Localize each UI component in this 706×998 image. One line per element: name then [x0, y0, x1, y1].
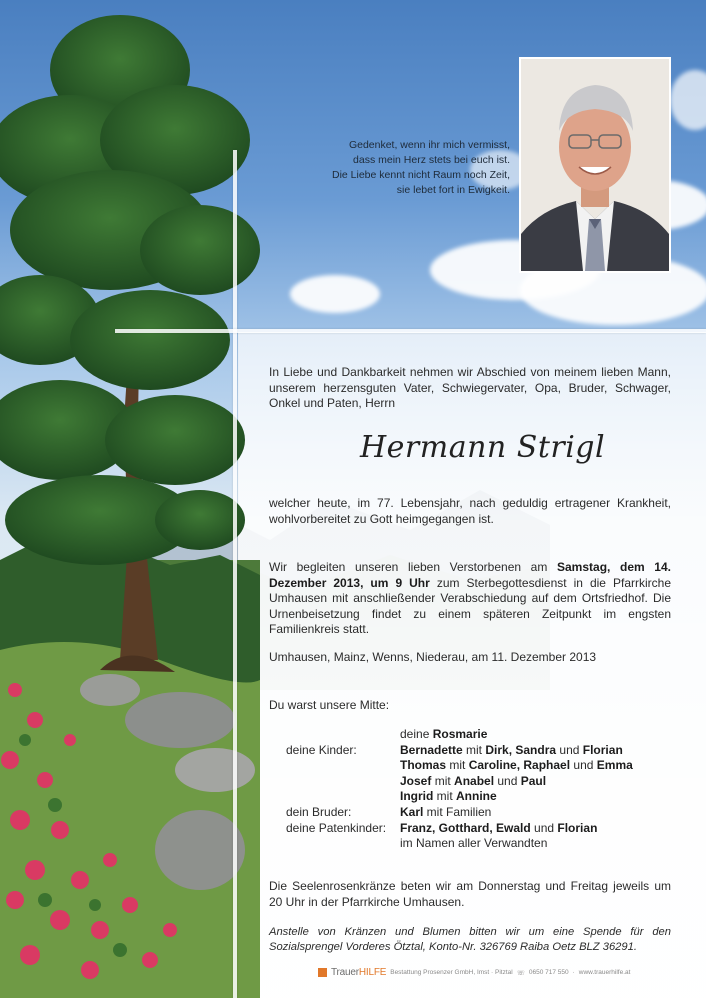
family-role [269, 789, 400, 805]
family-member [400, 805, 491, 821]
text: und [570, 758, 597, 773]
family-row [269, 836, 689, 852]
footer [318, 967, 706, 978]
text: mit [433, 789, 456, 804]
service-paragraph [269, 560, 671, 638]
cross-vertical-bar [233, 150, 237, 998]
footer-separator: · [572, 969, 575, 976]
relatives-line: im Namen aller Verwandten [400, 836, 548, 851]
trauerhilfe-logo-icon [318, 968, 327, 977]
family-list [269, 727, 689, 852]
passing-paragraph: welcher heute, im 77. Lebensjahr, nach geduldig ertragener Krankheit, wohlvorbereitet zu Gott heimgegangen ist. [269, 496, 671, 526]
child-name: Thomas [400, 758, 447, 773]
family-member [400, 758, 633, 774]
family-role [269, 774, 400, 790]
family-role: deine Kinder: [286, 742, 357, 757]
footer-company: Bestattung Prosenzer GmbH, Imst · Pitztal [390, 969, 513, 976]
family-row [269, 821, 689, 837]
pine-tree-image [0, 0, 260, 998]
grandchild-name: Paul [520, 773, 547, 788]
text: deine [400, 727, 433, 741]
text: mit Familien [423, 804, 492, 819]
wife-name: Rosmarie [432, 727, 488, 741]
family-member [400, 743, 623, 759]
text: mit [431, 773, 455, 788]
footer-phone: 0650 717 550 [528, 969, 569, 976]
service-text: zum Sterbegottesdienst in die Pfarrkirche Umhausen mit anschließender Verabschiedung auf dem Ortsfriedhof. Die Urnenbeisetzung findet zu einem späteren Zeitpunkt im engsten Familienkreis statt. [269, 575, 672, 637]
intro-paragraph: In Liebe und Dankbarkeit nehmen wir Abschied von meinem lieben Mann, unserem herzensguten Vater, Schwiegervater, Opa, Bruder, Schwager, Onkel und Paten, Herrn [269, 365, 671, 411]
rosary-paragraph: Die Seelenrosenkränze beten wir am Donnerstag und Freitag jeweils um 20 Uhr in der Pfarrkirche Umhausen. [269, 879, 671, 909]
phone-icon: ☏ [516, 969, 525, 977]
poem-line: dass mein Herz stets bei euch ist. [353, 154, 510, 166]
footer-web: www.trauerhilfe.at [578, 969, 631, 976]
grandchild-name: Emma [596, 758, 633, 773]
deceased-name: Hermann Strigl [360, 430, 606, 465]
cloud [290, 275, 380, 313]
portrait-image [521, 59, 669, 271]
family-member [400, 774, 546, 790]
trauerhilfe-logo [331, 967, 386, 978]
place-date: Umhausen, Mainz, Wenns, Niederau, am 11. Dezember 2013 [269, 650, 597, 664]
poem-line: Die Liebe kennt nicht Raum noch Zeit, [331, 169, 510, 181]
family-member [400, 789, 497, 805]
text: und [530, 820, 558, 835]
family-row [269, 805, 689, 821]
cross-horizontal-bar [115, 329, 706, 333]
child-name: Bernadette [400, 742, 463, 757]
donation-paragraph: Anstelle von Kränzen und Blumen bitten wir um eine Spende für den Sozialsprengel Vorderes Ötztal, Konto-Nr. 326769 Raiba Oetz BLZ 36291. [269, 926, 671, 953]
text: und [556, 742, 583, 757]
family-row [269, 758, 689, 774]
poem-line: Gedenket, wenn ihr mich vermisst, [348, 139, 510, 151]
service-text: Wir begleiten unseren lieben Verstorbenen am [269, 560, 557, 574]
text: und [494, 773, 521, 788]
poem-line: sie lebet fort in Ewigkeit. [396, 184, 510, 196]
grandchild-name: Annine [456, 789, 497, 804]
godchild-name: Florian [557, 820, 598, 835]
grandchild-name: Anabel [454, 773, 495, 788]
family-intro: Du warst unsere Mitte: [269, 698, 390, 712]
service-date: Samstag, dem 14. Dezember 2013, um 9 Uhr [269, 560, 671, 590]
logo-text-accent: HILFE [358, 967, 387, 978]
family-row [269, 727, 689, 743]
grandchild-name: Florian [582, 742, 623, 757]
family-role [269, 758, 400, 774]
family-row [269, 789, 689, 805]
child-name: Ingrid [400, 789, 434, 804]
family-row [269, 743, 689, 759]
family-row [269, 774, 689, 790]
logo-text: Trauer [331, 967, 359, 978]
family-role: deine Patenkinder: [286, 820, 387, 835]
grandchild-names: Caroline, Raphael [468, 758, 571, 773]
family-role: dein Bruder: [286, 804, 352, 819]
brother-name: Karl [400, 804, 424, 819]
child-name: Josef [400, 773, 432, 788]
family-member [400, 821, 597, 837]
text: mit [462, 742, 486, 757]
family-member [400, 727, 487, 743]
cloud [670, 70, 706, 130]
portrait-photo [519, 57, 671, 273]
memorial-poem [300, 138, 510, 198]
family-role [269, 727, 400, 743]
grandchild-names: Dirk, Sandra [485, 742, 557, 757]
godchild-names: Franz, Gotthard, Ewald [400, 820, 531, 835]
family-role [269, 836, 400, 852]
text: mit [446, 758, 469, 773]
